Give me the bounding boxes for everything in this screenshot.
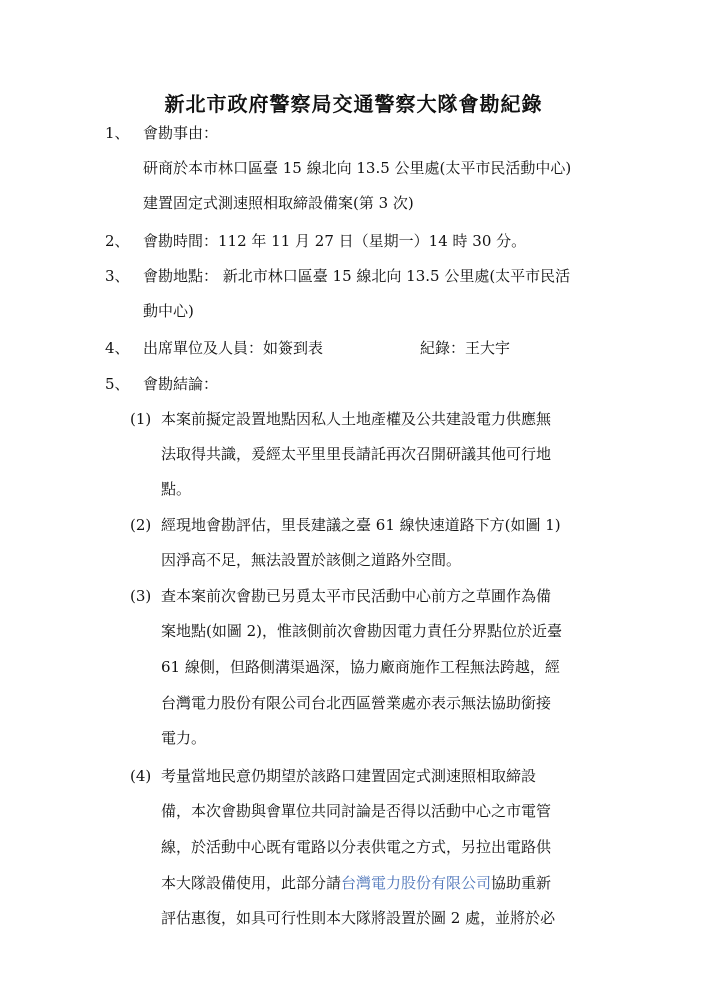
- conclusion-4-line-1: 考量當地民意仍期望於該路口建置固定式測速照相取締設: [161, 767, 537, 785]
- conclusion-3-line-4: 台灣電力股份有限公司台北西區營業處亦表示無法協助銜接: [161, 694, 552, 712]
- item-4-line-1: 出席單位及人員：如簽到表: [143, 339, 324, 357]
- conclusion-3-line-5: 電力。: [161, 729, 207, 747]
- conclusion-4-line-4-pre: 本大隊設備使用，此部分請: [161, 874, 342, 892]
- conclusion-2-line-2: 因淨高不足，無法設置於該側之道路外空間。: [161, 551, 462, 569]
- item-1-number: 1、: [105, 124, 130, 142]
- conclusion-4-line-3: 線，於活動中心既有電路以分表供電之方式，另拉出電路供: [161, 838, 552, 856]
- conclusion-4-line-2: 備，本次會勘與會單位共同討論是否得以活動中心之市電管: [161, 802, 552, 820]
- recorder-label: 紀錄：王大宇: [420, 339, 511, 357]
- conclusion-3-number: (3): [130, 587, 152, 605]
- conclusion-4-line-5: 評估惠復，如具可行性則本大隊將設置於圖 2 處，並將於必: [161, 909, 556, 927]
- conclusion-3-line-2: 案地點(如圖 2)，惟該側前次會勘因電力責任分界點位於近臺: [161, 622, 563, 640]
- conclusion-2-number: (2): [130, 516, 152, 534]
- item-1-line-3: 建置固定式測速照相取締設備案(第 3 次): [143, 194, 414, 212]
- item-3-line-2: 動中心): [143, 302, 194, 320]
- conclusion-4-line-4-post: 協助重新: [491, 874, 552, 892]
- conclusion-3-line-1: 查本案前次會勘已另覓太平市民活動中心前方之草圃作為備: [161, 587, 552, 605]
- item-1-line-2: 研商於本市林口區臺 15 線北向 13.5 公里處(太平市民活動中心): [143, 159, 572, 177]
- conclusion-2-line-1: 經現地會勘評估，里長建議之臺 61 線快速道路下方(如圖 1): [161, 516, 561, 534]
- conclusion-1-line-2: 法取得共識，爰經太平里里長請託再次召開研議其他可行地: [161, 445, 552, 463]
- conclusion-4-number: (4): [130, 767, 152, 785]
- conclusion-1-line-1: 本案前擬定設置地點因私人土地產權及公共建設電力供應無: [161, 410, 552, 428]
- item-2-number: 2、: [105, 232, 130, 250]
- item-4-number: 4、: [105, 339, 130, 357]
- taipower-link[interactable]: 台灣電力股份有限公司: [341, 874, 492, 892]
- item-3-number: 3、: [105, 267, 130, 285]
- item-5-number: 5、: [105, 375, 130, 393]
- item-1-heading: 會勘事由：: [143, 124, 219, 142]
- conclusion-3-line-3: 61 線側，但路側溝渠過深，協力廠商施作工程無法跨越，經: [161, 658, 560, 676]
- conclusion-1-number: (1): [130, 410, 152, 428]
- item-2-line-1: 會勘時間：112 年 11 月 27 日（星期一）14 時 30 分。: [143, 232, 527, 250]
- conclusion-1-line-3: 點。: [161, 480, 192, 498]
- conclusion-4-line-4: [161, 874, 551, 892]
- document-title: 新北市政府警察局交通警察大隊會勘紀錄: [164, 92, 543, 116]
- item-3-line-1: 會勘地點： 新北市林口區臺 15 線北向 13.5 公里處(太平市民活: [143, 267, 571, 285]
- item-5-heading: 會勘結論：: [143, 375, 219, 393]
